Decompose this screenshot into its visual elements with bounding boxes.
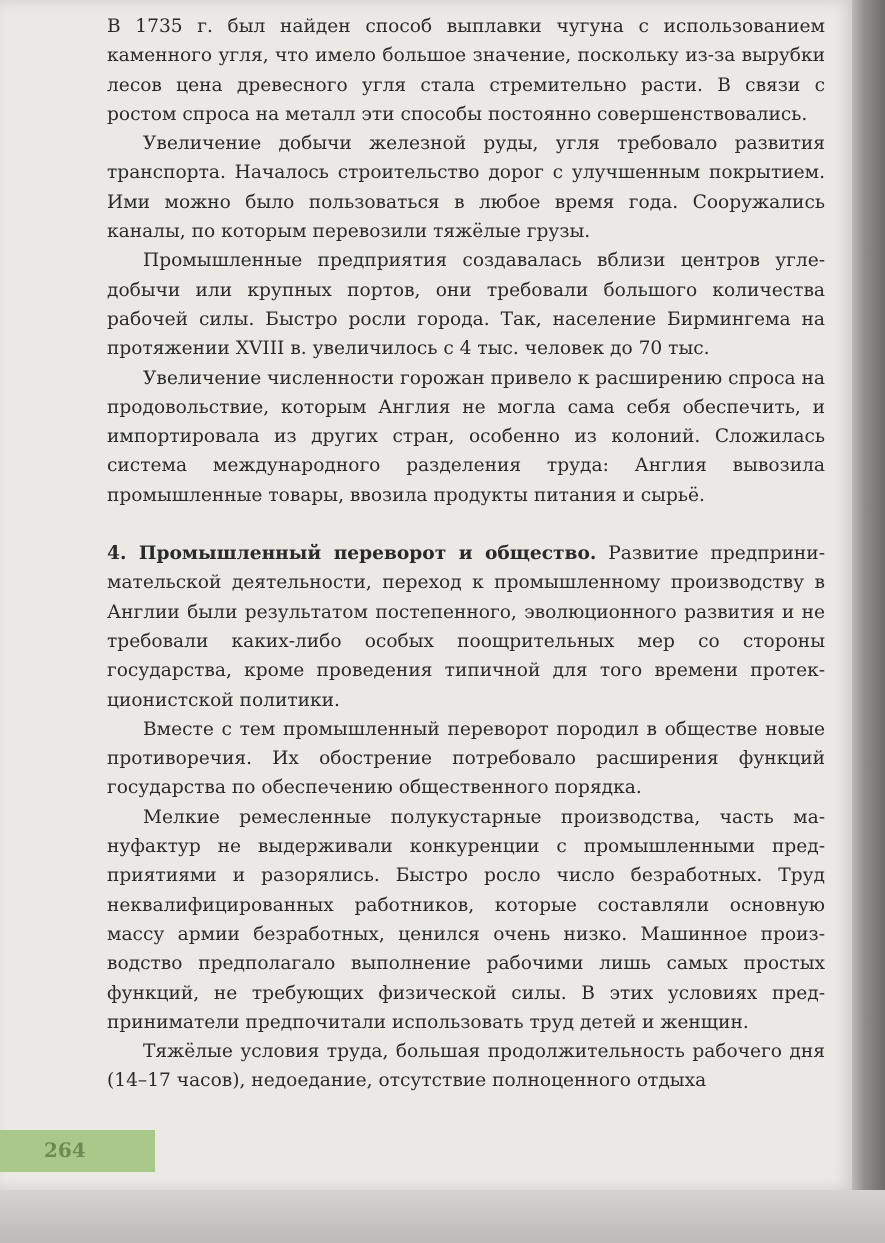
page-edge-right (852, 0, 885, 1243)
paragraph-1: В 1735 г. был найден способ выплавки чугуна с использованием каменного угля, что имело большое значение, поскольку из-за вырубки лесов цена древесного угля стала стремительно расти. В связи с ростом спроса на металл эти способы постоянно совершенствовались. (107, 16, 825, 125)
page-edge-bottom (0, 1190, 885, 1243)
section-lead-paragraph (107, 539, 825, 715)
section-heading: 4. Промышленный переворот и общество. (107, 543, 597, 565)
section-lead-text: Развитие предпринимательской деятельности, переход к промышленному производству в Англии были результатом постепенного, эволюционного развития и не требовали каких-либо особых поощрительных мер со стороны государства, кроме проведения типичной для того времени протекционистской политики. (107, 543, 825, 711)
paragraph-2: Увеличение добычи железной руды, угля требовало развития транспорта. Началось строительство дорог с улучшенным покрытием. Ими можно было пользоваться в любое время года. Сооружались каналы, по которым перевозили тяжёлые грузы. (107, 133, 825, 243)
section-gap (107, 510, 825, 539)
paragraph-4: Увеличение численности горожан привело к расширению спроса на продовольствие, которым Англия не могла сама себя обеспечить, и импортировала из других стран, особенно из колоний. Сложилась система международного разделения труда: Англия вывозила промышленные товары, ввозила продукты питания и сырьё. (107, 367, 825, 506)
section-paragraph-2: Мелкие ремесленные полукустарные производства, часть мануфактур не выдерживали конкуренции с промышленными предприятиями и разорялись. Быстро росло число безработных. Труд неквалифицированных работников, которые составляли основную массу армии безработных, ценился очень низко. Машинное производство предполагало выполнение рабочими лишь самых простых функций, не требующих физической силы. В этих условиях предприниматели предпочитали использовать труд детей и женщин. (107, 806, 825, 1033)
section-paragraph-1: Вместе с тем промышленный переворот породил в обществе новые противоречия. Их обострение потребовало расширения функций государства по обеспечению общественного порядка. (107, 718, 825, 799)
section-paragraph-3: Тяжёлые условия труда, большая продолжительность рабочего дня (14–17 часов), недоедание, отсутствие полноценного отдыха (107, 1041, 825, 1092)
paragraph-3: Промышленные предприятия создавалась вблизи центров угледобычи или крупных портов, они требовали большого количества рабочей силы. Быстро росли города. Так, население Бирмингема на протяжении XVIII в. увеличилось с 4 тыс. человек до 70 тыс. (107, 250, 825, 360)
page-number: 264 (44, 1138, 86, 1162)
text-column (107, 12, 825, 1096)
